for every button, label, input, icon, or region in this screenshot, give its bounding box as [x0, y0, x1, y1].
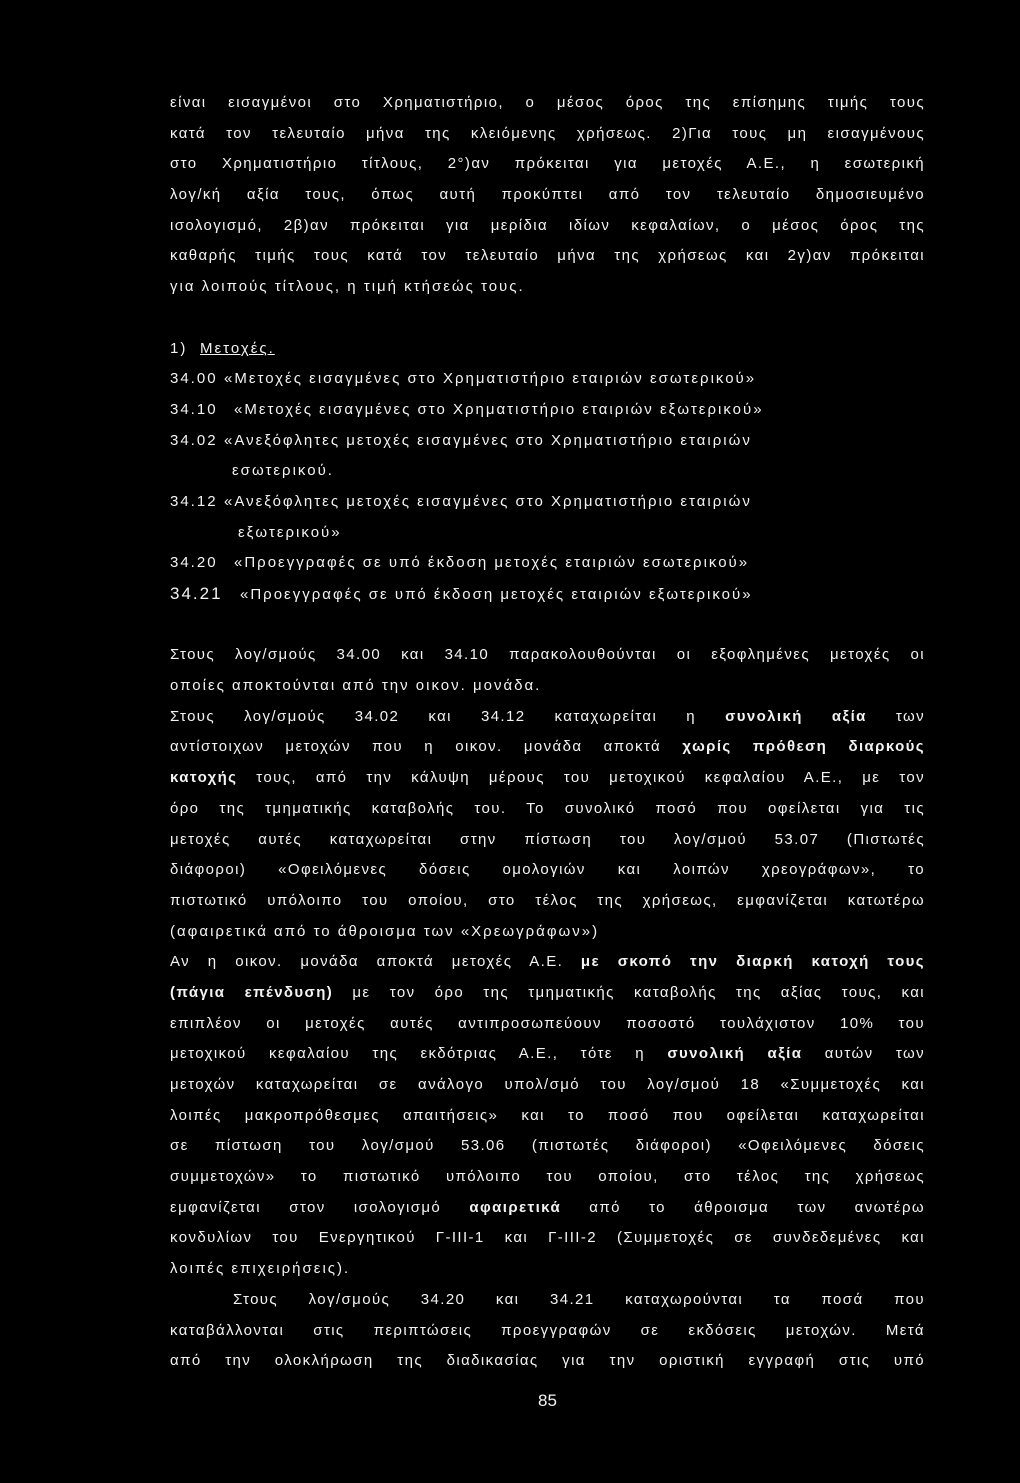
body-line: [170, 947, 925, 978]
body-line: [170, 1316, 925, 1347]
body-line: [170, 917, 925, 948]
emphasis-text: συνολική αξία: [667, 1045, 803, 1063]
emphasis-text: με σκοπό την διαρκή κατοχή τους: [580, 953, 925, 971]
account-entry: [170, 487, 925, 518]
body-line: [170, 1254, 925, 1285]
body-line: [170, 1346, 925, 1377]
body-text: λοιπές μακροπρόθεσμες απαιτήσεις» και το ποσό που οφείλεται καταχωρείται: [170, 1106, 925, 1124]
body-line: [170, 1009, 925, 1040]
body-line: [170, 702, 925, 733]
body-text: μετοχικού κεφαλαίου της εκδότριας Α.Ε., τότε η: [170, 1045, 668, 1063]
emphasis-text: χωρίς πρόθεση διαρκούς: [682, 738, 925, 756]
body-line: [170, 1285, 925, 1316]
intro-line: καθαρής τιμής τους κατά τον τελευταίο μήνα της χρήσεως και 2γ)αν πρόκειται: [170, 247, 925, 265]
intro-line: κατά τον τελευταίο μήνα της κλειόμενης χρήσεως. 2)Για τους μη εισαγμένους: [170, 124, 925, 142]
blank-line: [170, 610, 925, 641]
intro-line: για λοιπούς τίτλους, η τιμή κτήσεώς τους.: [170, 278, 525, 296]
account-title: «Ανεξόφλητες μετοχές εισαγμένες στο Χρηματιστήριο εταιριών: [224, 431, 752, 449]
emphasis-text: (πάγια επένδυση): [170, 983, 334, 1001]
body-text: των: [866, 707, 925, 725]
body-text: Στους λογ/σμούς 34.20 και 34.21 καταχωρούνται τα ποσά που: [233, 1290, 925, 1308]
body-line: [170, 640, 925, 671]
page-number: 85: [538, 1391, 557, 1410]
body-line: [170, 1162, 925, 1193]
account-code: 34.02: [170, 431, 218, 449]
body-text: κονδυλίων του Ενεργητικού Γ-ΙΙΙ-1 και Γ-ΙΙΙ-2 (Συμμετοχές σε συνδεδεμένες και: [170, 1229, 925, 1247]
intro-line: ισολογισμό, 2β)αν πρόκειται για μερίδια ιδίων κεφαλαίων, ο μέσος όρος της: [170, 216, 925, 234]
account-entry: [170, 395, 925, 426]
body-text: μετοχές αυτές καταχωρείται στην πίστωση του λογ/σμού 53.07 (Πιστωτές: [170, 830, 925, 848]
account-entry: [170, 426, 925, 457]
body-line: [170, 1131, 925, 1162]
account-title: «Προεγγραφές σε υπό έκδοση μετοχές εταιριών εσωτερικού»: [234, 554, 750, 572]
blank-line: [170, 303, 925, 334]
body-line: [170, 1070, 925, 1101]
account-code: 34.10: [170, 400, 218, 418]
body-line: [170, 794, 925, 825]
body-text: από την ολοκλήρωση της διαδικασίας για την οριστική εγγραφή στις υπό: [170, 1352, 925, 1370]
account-title-continuation: εξωτερικού»: [238, 523, 342, 541]
body-text: πιστωτικό υπόλοιπο του οποίου, στο τέλος της χρήσεως, εμφανίζεται κατωτέρω: [170, 891, 925, 909]
body-text: από το άθροισμα των ανωτέρω: [561, 1198, 925, 1216]
body-text: Στους λογ/σμούς 34.02 και 34.12 καταχωρείται η: [170, 707, 726, 725]
account-code: 34.20: [170, 554, 218, 572]
body-text: εμφανίζεται στον ισολογισμό: [170, 1198, 470, 1216]
body-line: [170, 1039, 925, 1070]
body-line: [170, 763, 925, 794]
body-text: όρο της τμηματικής καταβολής του. Το συνολικό ποσό που οφείλεται για τις: [170, 799, 925, 817]
body-text: λοιπές επιχειρήσεις).: [170, 1260, 351, 1278]
account-code: 34.21: [170, 584, 223, 603]
intro-line: στο Χρηματιστήριο τίτλους, 2°)αν πρόκειται για μετοχές Α.Ε., η εσωτερική: [170, 155, 925, 173]
body-text: συμμετοχών» το πιστωτικό υπόλοιπο του οποίου, στο τέλος της χρήσεως: [170, 1168, 925, 1186]
section-title: Μετοχές.: [200, 339, 275, 357]
account-entry: [170, 579, 925, 610]
body-line: [170, 978, 925, 1009]
body-line: [170, 855, 925, 886]
body-text: τους, από την κάλυψη μέρους του μετοχικού κεφαλαίου Α.Ε., με τον: [237, 769, 925, 787]
body-line: [170, 732, 925, 763]
body-text: σε πίστωση του λογ/σμού 53.06 (πιστωτές διάφοροι) «Οφειλόμενες δόσεις: [170, 1137, 925, 1155]
section-heading: [170, 334, 925, 365]
body-text: αυτών των: [802, 1045, 925, 1063]
body-line: [170, 825, 925, 856]
body-text: αντίστοιχων μετοχών που η οικον. μονάδα αποκτά: [170, 738, 683, 756]
page-text-block: [170, 88, 925, 1377]
body-line: [170, 671, 925, 702]
account-title: «Μετοχές εισαγμένες στο Χρηματιστήριο εταιριών εξωτερικού»: [234, 400, 764, 418]
body-line: [170, 886, 925, 917]
section-number: 1): [170, 339, 188, 357]
body-text: Στους λογ/σμούς 34.00 και 34.10 παρακολουθούνται οι εξοφλημένες μετοχές οι: [170, 646, 925, 664]
account-code: 34.00: [170, 370, 218, 388]
body-text: οποίες αποκτούνται από την οικον. μονάδα.: [170, 677, 542, 695]
body-text: καταβάλλονται στις περιπτώσεις προεγγραφών σε εκδόσεις μετοχών. Μετά: [170, 1321, 925, 1339]
emphasis-text: κατοχής: [170, 769, 238, 787]
account-title: «Ανεξόφλητες μετοχές εισαγμένες στο Χρηματιστήριο εταιριών: [224, 492, 752, 510]
body-line: [170, 1223, 925, 1254]
body-text: διάφοροι) «Οφειλόμενες δόσεις ομολογιών και λοιπών χρεογράφων», το: [170, 861, 925, 879]
account-title: «Μετοχές εισαγμένες στο Χρηματιστήριο εταιριών εσωτερικού»: [224, 370, 757, 388]
account-title: «Προεγγραφές σε υπό έκδοση μετοχές εταιριών εξωτερικού»: [240, 586, 753, 603]
body-text: με τον όρο της τμηματικής καταβολής της αξίας τους, και: [333, 983, 925, 1001]
intro-line: λογ/κή αξία τους, όπως αυτή προκύπτει από τον τελευταίο δημοσιευμένο: [170, 186, 925, 204]
body-text: Αν η οικον. μονάδα αποκτά μετοχές Α.Ε.: [170, 953, 581, 971]
body-text: επιπλέον οι μετοχές αυτές αντιπροσωπεύουν ποσοστό τουλάχιστον 10% του: [170, 1014, 925, 1032]
account-title-continuation: εσωτερικού.: [232, 462, 334, 480]
account-entry: [170, 364, 925, 395]
body-line: [170, 1101, 925, 1132]
emphasis-text: αφαιρετικά: [469, 1198, 562, 1216]
body-text: μετοχών καταχωρείται σε ανάλογο υπολ/σμό του λογ/σμού 18 «Συμμετοχές και: [170, 1076, 925, 1093]
body-line: [170, 1193, 925, 1224]
intro-line: είναι εισαγμένοι στο Χρηματιστήριο, ο μέσος όρος της επίσημης τιμής τους: [170, 94, 925, 111]
emphasis-text: συνολική αξία: [725, 707, 867, 725]
account-entry: [170, 548, 925, 579]
account-code: 34.12: [170, 492, 218, 510]
body-text: (αφαιρετικά από το άθροισμα των «Χρεωγράφων»): [170, 922, 600, 940]
